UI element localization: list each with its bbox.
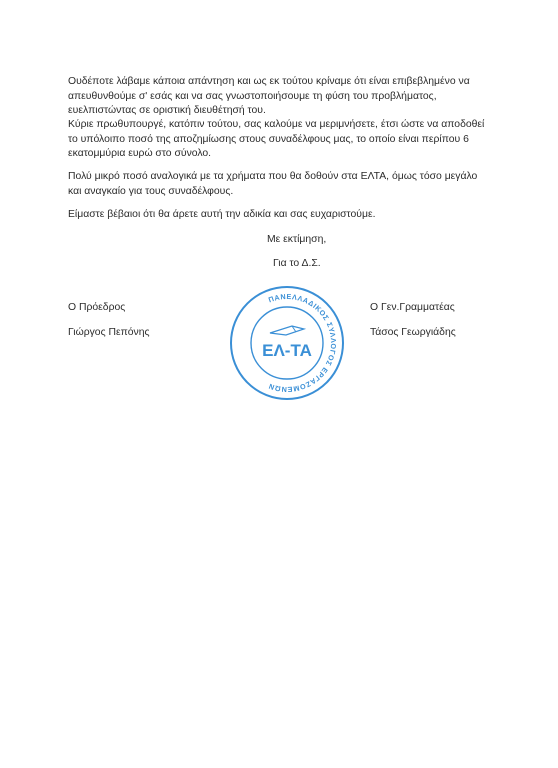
secretary-title: Ο Γεν.Γραμματέας: [370, 302, 455, 313]
paragraph-thanks: Είμαστε βέβαιοι ότι θα άρετε αυτή την αδικία και σας ευχαριστούμε.: [68, 209, 376, 220]
president-name: Γιώργος Πεπόνης: [68, 327, 150, 338]
closing-on-behalf: Για το Δ.Σ.: [273, 258, 321, 269]
president-title: Ο Πρόεδρος: [68, 302, 126, 313]
closing-regards: Με εκτίμηση,: [267, 234, 327, 245]
stamp-center-text: ΕΛ-ΤΑ: [262, 341, 312, 360]
stamp-seal-icon: [226, 282, 348, 404]
stamp-bird-icon: [270, 326, 304, 335]
secretary-name: Τάσος Γεωργιάδης: [370, 327, 456, 338]
paragraph-no-reply: Ουδέποτε λάβαμε κάποια απάντηση και ως εκ τούτου κρίναμε ότι είναι επιβεβλημένο να απευθυνθούμε σ' εσάς και να σας γνωστοποιήσουμε τη φύση του προβλήματος, ευελπιστώντας σε οριστική διευθέτησή του.: [68, 76, 470, 116]
union-stamp: [226, 282, 348, 404]
paragraph-request: Κύριε πρωθυπουργέ, κατόπιν τούτου, σας καλούμε να μεριμνήσετε, έτσι ώστε να αποδοθεί το υπόλοιπο ποσό της αποζημίωσης στους συναδέλφους μας, το οποίο είναι περίπου 6 εκατομμύρια ευρώ στο σύνολο.: [68, 119, 485, 159]
stamp-ring-text: ΠΑΝΕΛΛΑΔΙΚΟΣ ΣΥΛΛΟΓΟΣ ΕΡΓΑΖΟΜΕΝΩΝ: [267, 291, 339, 395]
paragraph-small-amount: Πολύ μικρό ποσό αναλογικά με τα χρήματα που θα δοθούν στα ΕΛΤΑ, όμως τόσο μεγάλο και αναγκαίο για τους συναδέλφους.: [68, 171, 478, 197]
